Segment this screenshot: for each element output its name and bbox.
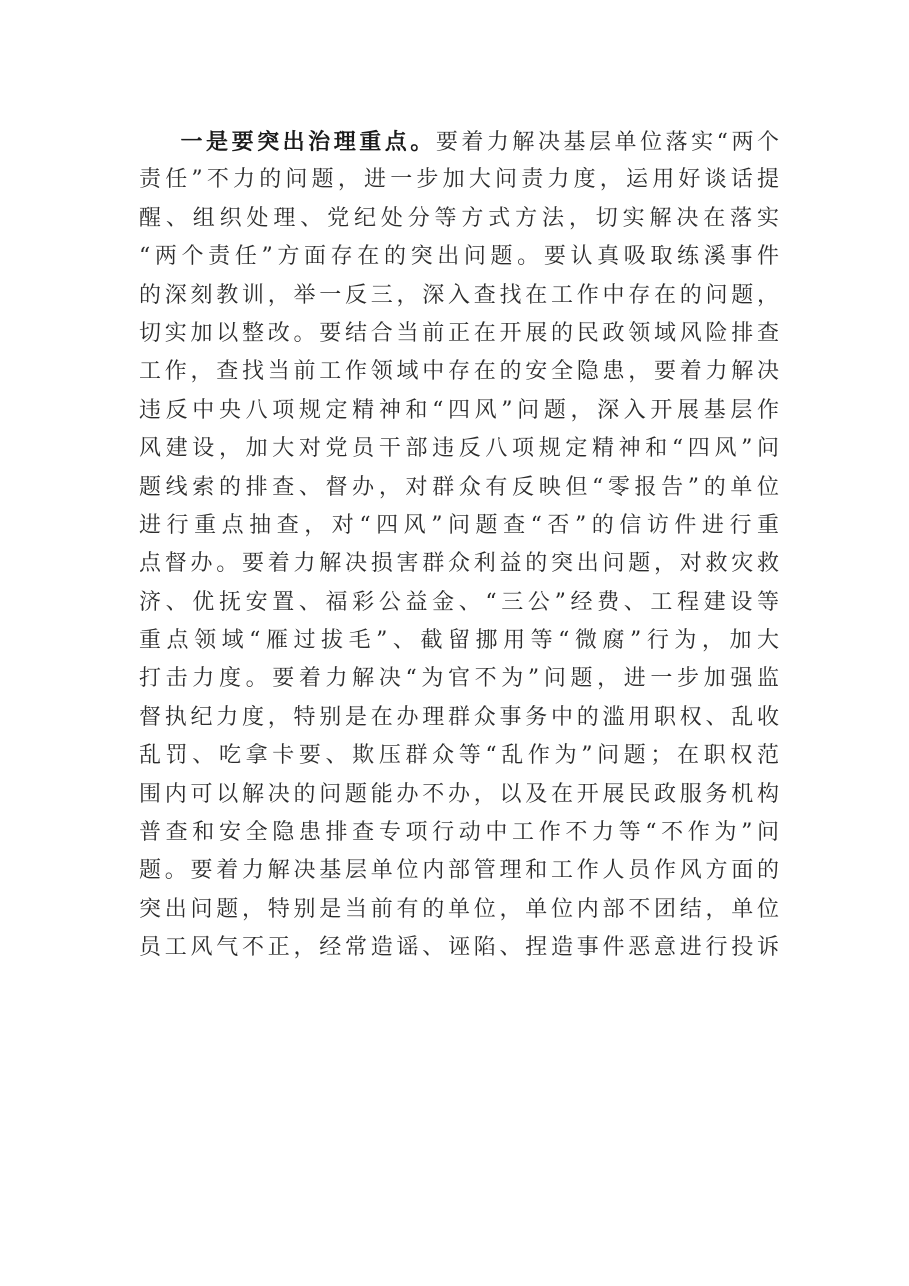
paragraph-line-4: “两个责任”方面存在的突出问题。要认真吸取练溪事件 — [139, 244, 779, 270]
paragraph-line-12: 点督办。要着力解决损害群众利益的突出问题，对救灾救 — [139, 551, 779, 577]
paragraph-line-6: 切实加以整改。要结合当前正在开展的民政领域风险排查 — [139, 320, 779, 346]
paragraph-line-20: 题。要着力解决基层单位内部管理和工作人员作风方面的 — [139, 858, 779, 884]
paragraph-line-9: 风建设，加大对党员干部违反八项规定精神和“四风”问 — [139, 436, 779, 462]
paragraph-line-21: 突出问题，特别是当前有的单位，单位内部不团结，单位 — [139, 896, 779, 922]
paragraph-lead-heading: 一是要突出治理重点。 — [177, 129, 436, 155]
paragraph-line-19: 普查和安全隐患排查专项行动中工作不力等“不作为”问 — [139, 820, 779, 846]
paragraph-line-17: 乱罚、吃拿卡要、欺压群众等“乱作为”问题；在职权范 — [139, 743, 779, 769]
paragraph-line-10: 题线索的排查、督办，对群众有反映但“零报告”的单位 — [139, 474, 779, 500]
paragraph-line-8: 违反中央八项规定精神和“四风”问题，深入开展基层作 — [139, 397, 779, 423]
paragraph-line-13: 济、优抚安置、福彩公益金、“三公”经费、工程建设等 — [139, 589, 779, 615]
paragraph-line-7: 工作，查找当前工作领域中存在的安全隐患，要着力解决 — [139, 359, 779, 385]
paragraph-line-2: 责任”不力的问题，进一步加大问责力度，运用好谈话提 — [139, 167, 779, 193]
paragraph-line-11: 进行重点抽查，对“四风”问题查“否”的信访件进行重 — [139, 512, 779, 538]
paragraph-line-3: 醒、组织处理、党纪处分等方式方法，切实解决在落实 — [139, 205, 779, 231]
paragraph-line-16: 督执纪力度，特别是在办理群众事务中的滥用职权、乱收 — [139, 704, 779, 730]
paragraph-line-22: 员工风气不正，经常造谣、诬陷、捏造事件恶意进行投诉 — [139, 935, 779, 961]
paragraph-line-18: 围内可以解决的问题能办不办，以及在开展民政服务机构 — [139, 781, 779, 807]
body-paragraph — [139, 123, 779, 968]
paragraph-line-5: 的深刻教训，举一反三，深入查找在工作中存在的问题， — [139, 282, 779, 308]
paragraph-line-text: 要着力解决基层单位落实“两个 — [435, 130, 779, 155]
paragraph-line-1 — [139, 123, 779, 161]
paragraph-line-15: 打击力度。要着力解决“为官不为”问题，进一步加强监 — [139, 666, 779, 692]
paragraph-line-14: 重点领域“雁过拔毛”、截留挪用等“微腐”行为，加大 — [139, 628, 779, 654]
